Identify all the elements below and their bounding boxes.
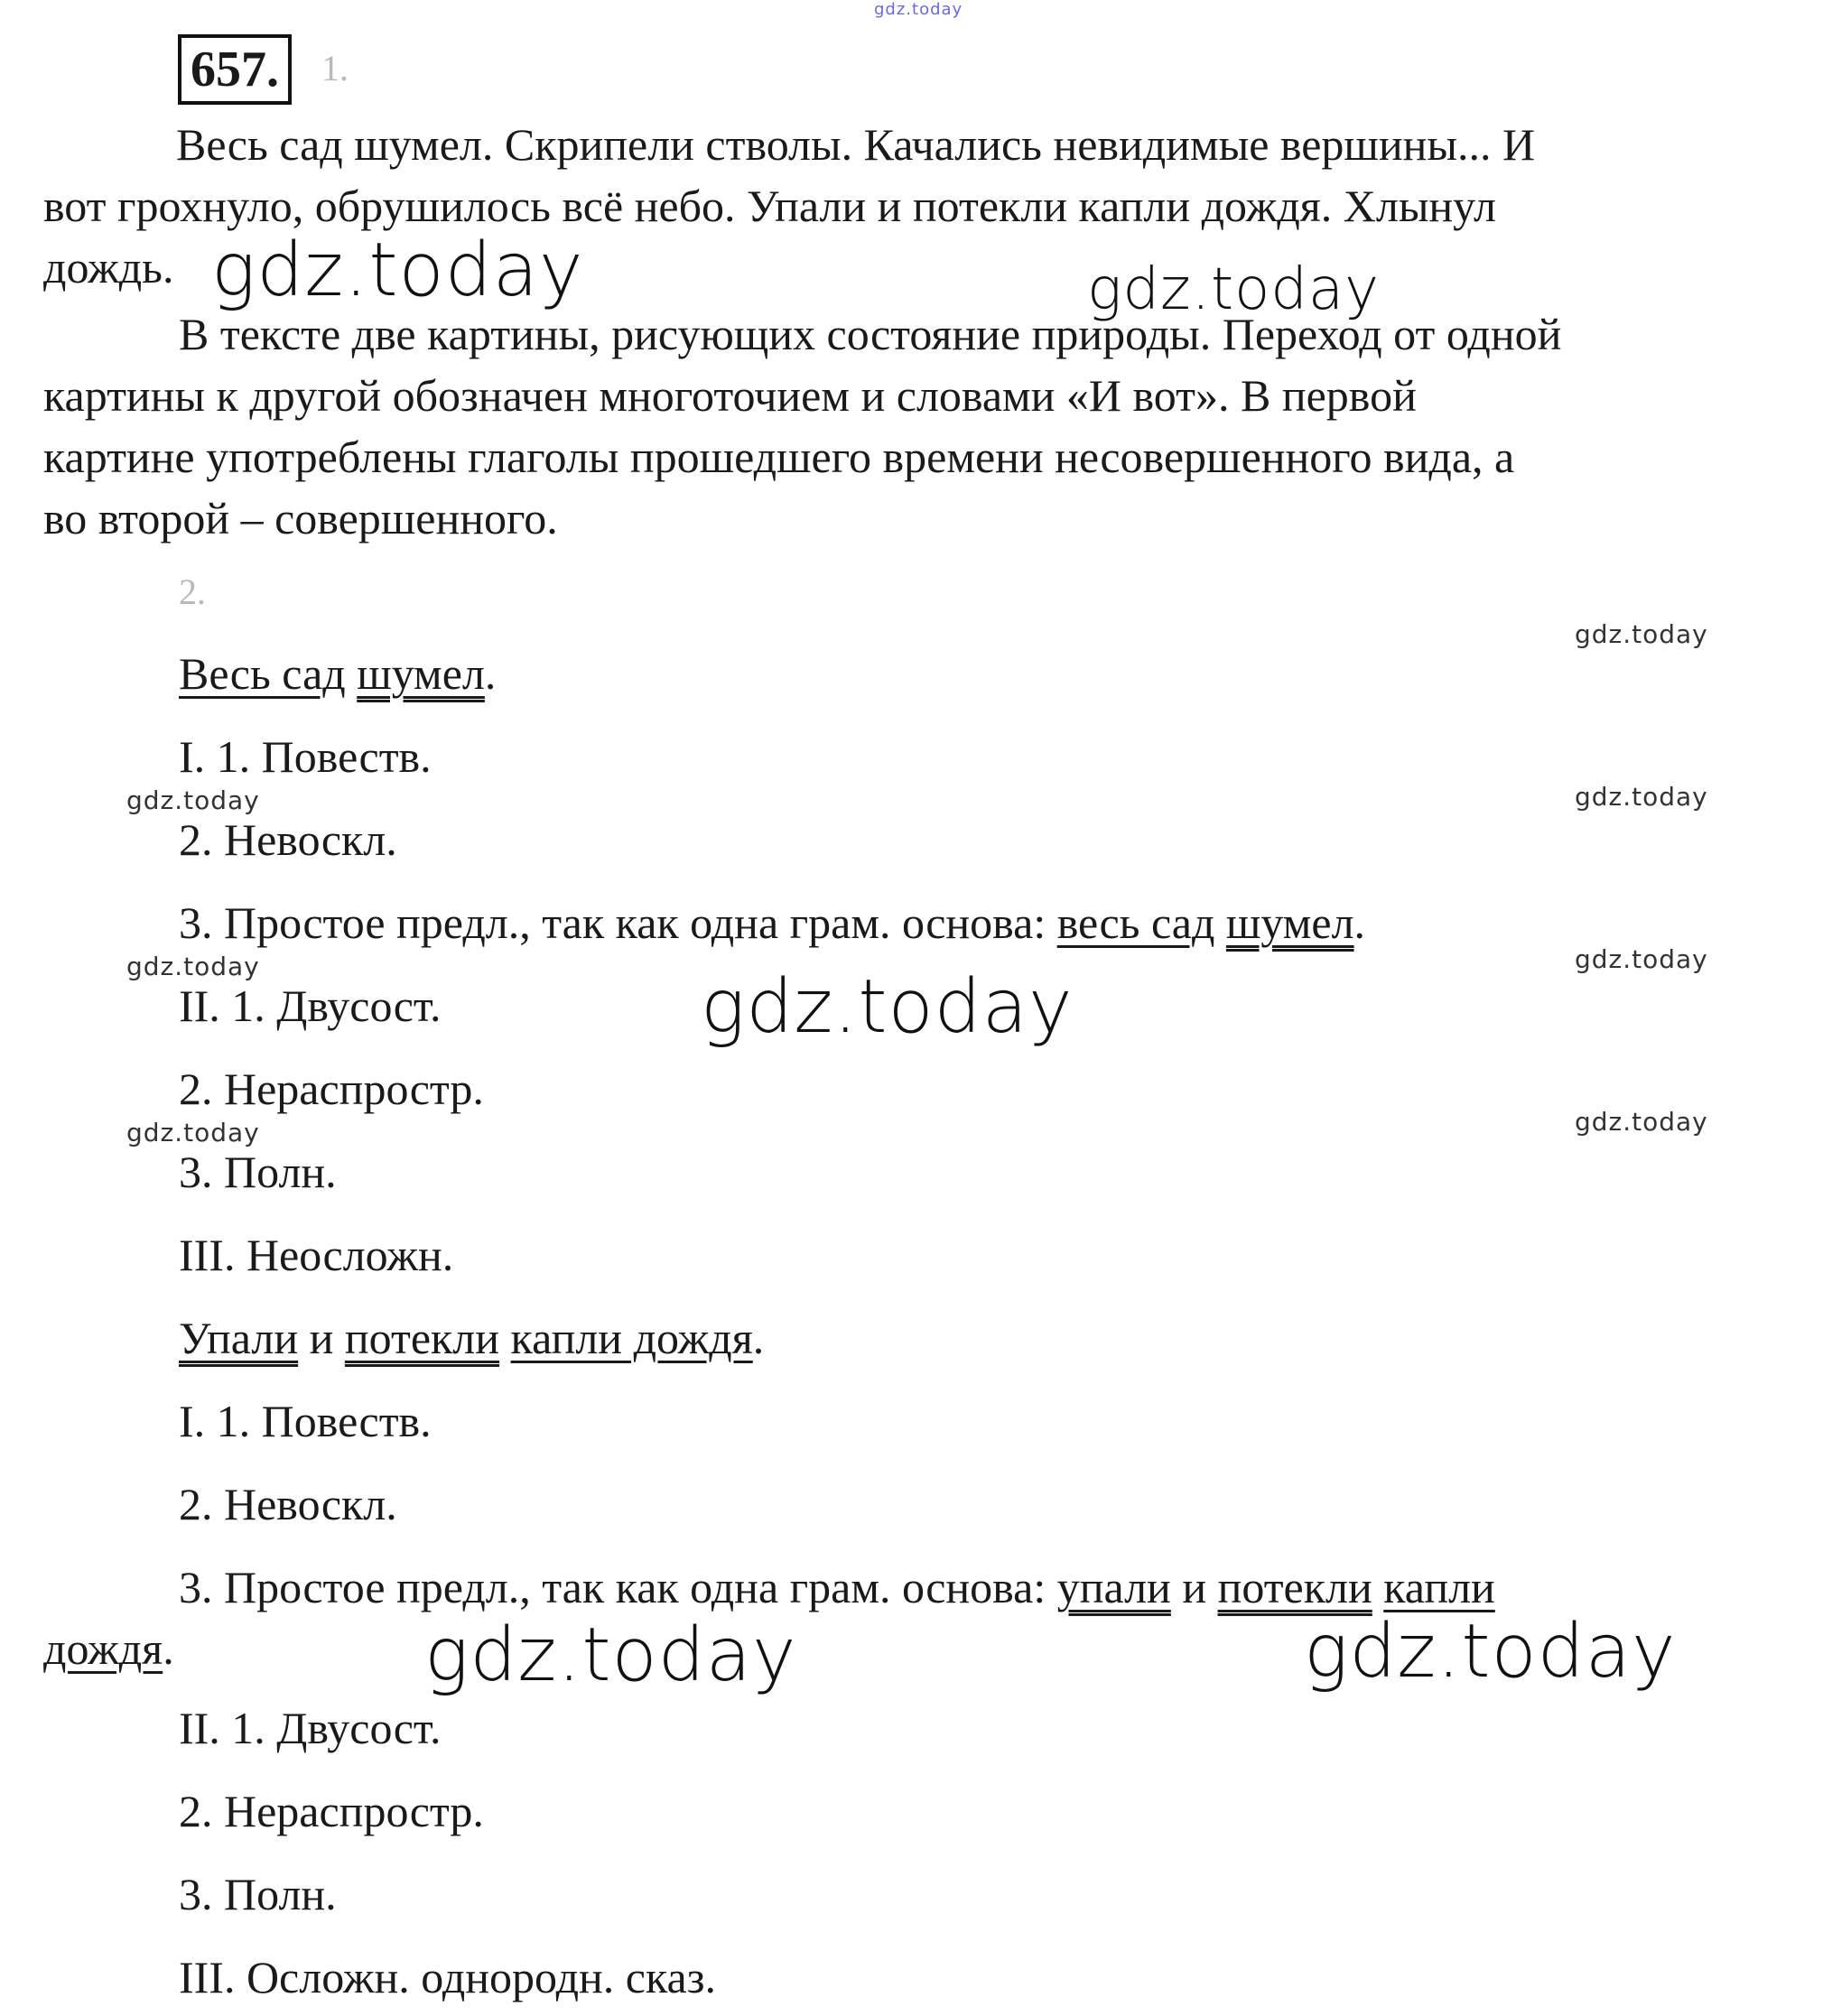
s2-analysis-iii: III. Осложн. однородн. сказ. xyxy=(179,1952,716,2002)
part-1-label: 1. xyxy=(321,48,349,88)
s2-analysis-ii2: 2. Нераспростр. xyxy=(179,1786,484,1836)
s2-i3-conj: и xyxy=(1170,1562,1218,1612)
sentence-2-pred-2: потекли xyxy=(344,1313,500,1363)
paragraph-1-line-1: Весь сад шумел. Скрипели стволы. Качались невидимые вершины... И xyxy=(176,119,1536,170)
s1-analysis-iii: III. Неосложн. xyxy=(179,1230,454,1280)
s1-analysis-ii3: 3. Полн. xyxy=(179,1147,337,1197)
watermark-7: gdz.today xyxy=(1575,944,1708,974)
watermark-2: gdz.today xyxy=(1087,256,1380,323)
s2-analysis-ii1: II. 1. Двусост. xyxy=(179,1703,442,1753)
s2-i3-pred-2: потекли xyxy=(1217,1562,1372,1612)
s1-analysis-i3 xyxy=(179,892,1365,953)
s2-analysis-i3 xyxy=(179,1556,1495,1618)
watermark-5: gdz.today xyxy=(1575,782,1708,812)
sentence-1-predicate: шумел xyxy=(357,648,485,699)
s2-i3-prefix: 3. Простое предл., так как одна грам. основа: xyxy=(179,1562,1057,1612)
sentence-2-pred-1: Упали xyxy=(179,1313,299,1363)
paragraph-1-line-3: дождь. xyxy=(43,242,174,293)
watermark-4: gdz.today xyxy=(126,785,260,815)
s1-i3-end: . xyxy=(1353,897,1366,948)
sentence-2 xyxy=(179,1307,764,1369)
s2-i3-end: . xyxy=(163,1623,174,1674)
watermark-3: gdz.today xyxy=(1575,619,1708,649)
sentence-1-subject: Весь сад xyxy=(179,648,346,699)
s1-analysis-i2: 2. Невоскл. xyxy=(179,814,397,865)
paragraph-1-line-2: вот грохнуло, обрушилось всё небо. Упали и потекли капли дождя. Хлынул xyxy=(43,181,1496,231)
watermark-12: gdz.today xyxy=(1304,1609,1677,1695)
s2-i3-subject-a: капли xyxy=(1383,1562,1495,1612)
part-2-label: 2. xyxy=(179,571,206,612)
sentence-1 xyxy=(179,643,496,704)
s2-analysis-i1: I. 1. Повеств. xyxy=(179,1396,432,1446)
paragraph-2-line-3: картине употреблены глаголы прошедшего времени несовершенного вида, а xyxy=(43,432,1515,482)
s1-i3-predicate: шумел xyxy=(1225,897,1354,948)
task-number: 657. xyxy=(178,34,292,105)
s1-i3-prefix: 3. Простое предл., так как одна грам. основа: xyxy=(179,897,1057,948)
watermark-6: gdz.today xyxy=(126,952,260,981)
s1-analysis-ii2: 2. Нераспростр. xyxy=(179,1064,484,1114)
watermark-1: gdz.today xyxy=(211,228,584,313)
paragraph-2-line-2: картины к другой обозначен многоточием и словами «И вот». В первой xyxy=(43,370,1417,421)
sentence-1-end: . xyxy=(484,648,497,699)
paragraph-2-line-1: В тексте две картины, рисующих состояние природы. Переход от одной xyxy=(179,309,1562,359)
watermark-10: gdz.today xyxy=(1575,1107,1708,1137)
watermark-9: gdz.today xyxy=(126,1118,260,1147)
s1-analysis-i1: I. 1. Повеств. xyxy=(179,731,432,782)
s2-i3-pred-1: упали xyxy=(1056,1562,1171,1612)
watermark-8: gdz.today xyxy=(701,964,1074,1050)
s1-i3-subject: весь сад xyxy=(1056,897,1215,948)
watermark-11: gdz.today xyxy=(424,1612,797,1698)
s2-i3-subject-b: дождя xyxy=(43,1623,163,1674)
sentence-2-subject: капли дождя xyxy=(510,1313,753,1363)
sentence-2-conj: и xyxy=(298,1313,345,1363)
s1-analysis-ii1: II. 1. Двусост. xyxy=(179,980,442,1031)
paragraph-2-line-4: во второй – совершенного. xyxy=(43,493,558,543)
s2-analysis-iii3: 3. Полн. xyxy=(179,1869,337,1919)
s2-analysis-i3-cont xyxy=(43,1618,174,1679)
s2-analysis-i2: 2. Невоскл. xyxy=(179,1479,397,1529)
watermark-top: gdz.today xyxy=(874,0,963,19)
sentence-2-end: . xyxy=(752,1313,765,1363)
